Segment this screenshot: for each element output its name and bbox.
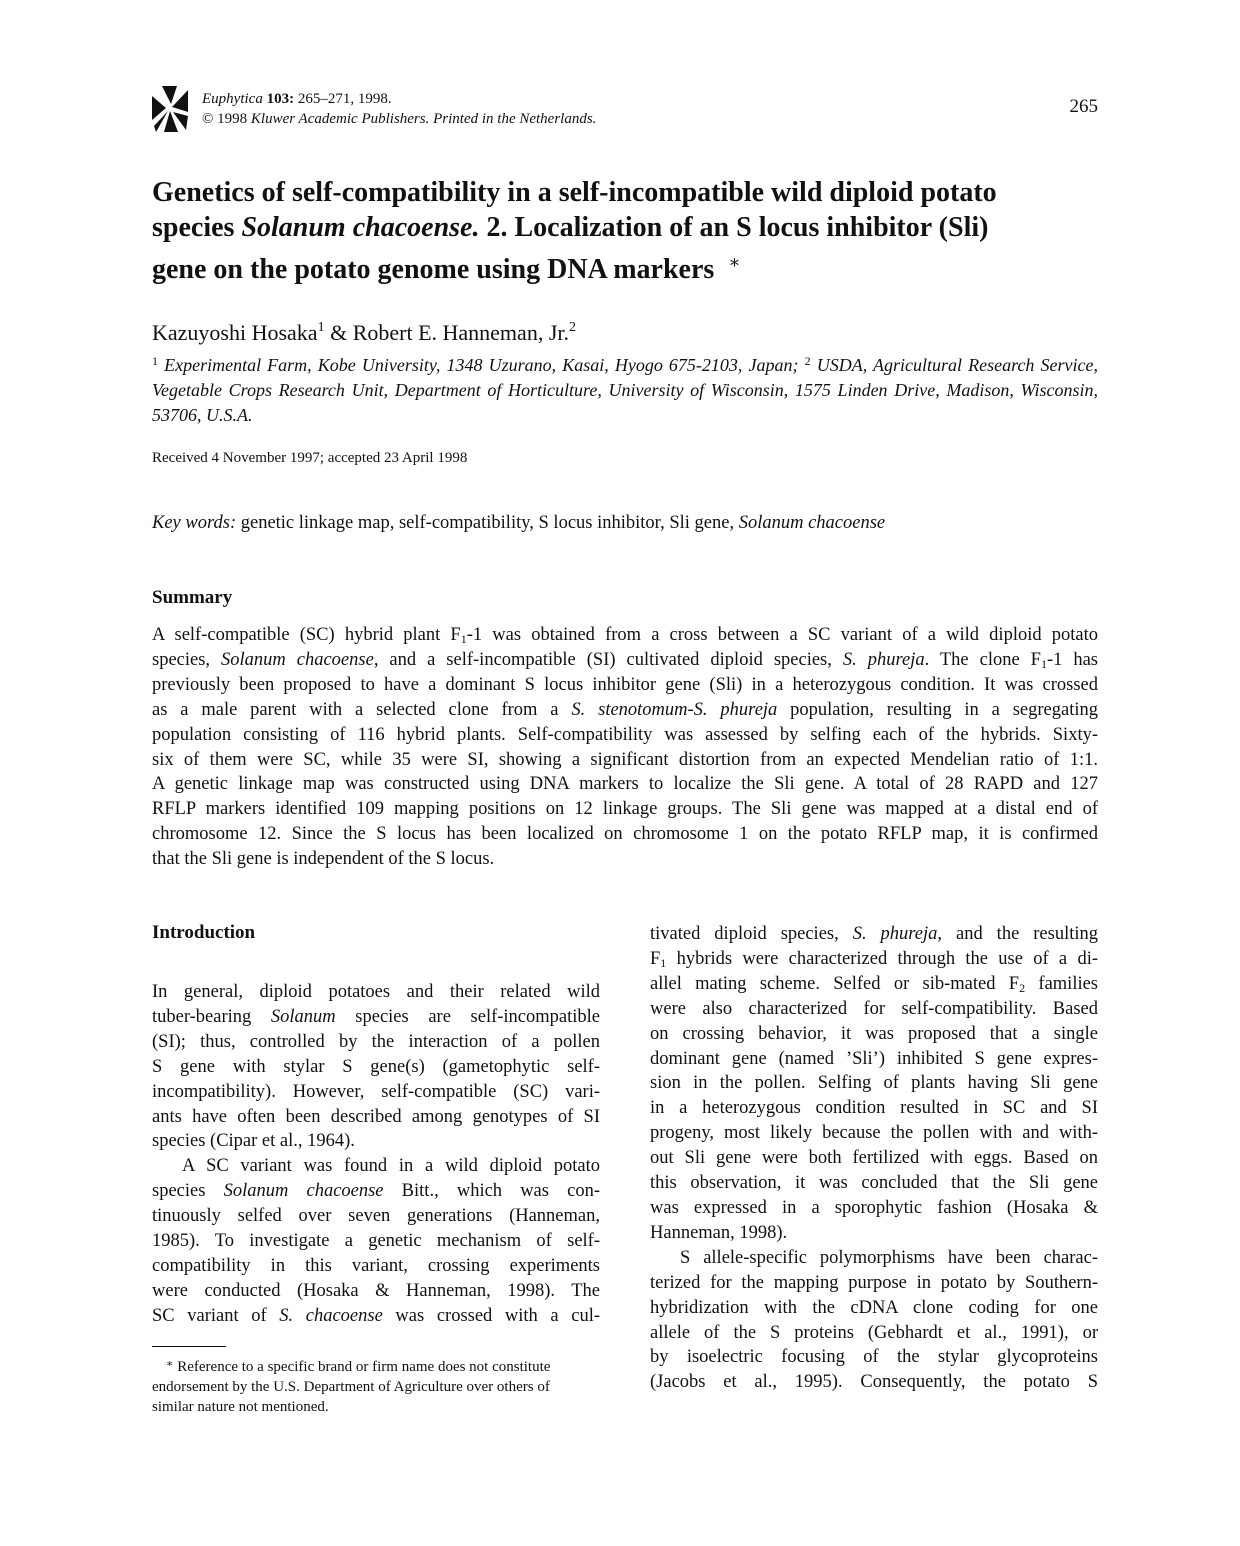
title-text: gene on the potato genome using DNA markers: [152, 254, 715, 285]
footnote-line: endorsement by the U.S. Department of Agriculture over others of: [152, 1379, 550, 1395]
publisher-name: Kluwer Academic Publishers. Printed in the Netherlands.: [250, 111, 597, 127]
footnote-mark: ∗: [166, 1358, 174, 1370]
introduction-left-column: [152, 980, 600, 1329]
summary-line: population consisting of 116 hybrid plants. Self-compatibility was assessed by selfing each of the hybrids. Sixty-: [152, 724, 1098, 745]
summary-line: that the Sli gene is independent of the S locus.: [152, 849, 495, 870]
footnote-line: ∗ Reference to a specific brand or firm name does not constitute: [166, 1358, 551, 1375]
copyright-year: © 1998: [202, 111, 251, 127]
summary-heading: Summary: [152, 587, 233, 608]
body-line: sion in the pollen. Selfing of plants having Sli gene: [650, 1073, 1098, 1094]
summary-line: six of them were SC, while 35 were SI, showing a significant distortion from an expected Mendelian ratio of 1:1.: [152, 749, 1098, 770]
body-line: hybridization with the cDNA clone coding for one: [650, 1297, 1098, 1318]
affil-text: USDA, Agricultural Research Service, Vegetable Crops Research Unit, Department of Horticulture, University of Wisconsin, 1575 Linden Drive, Madison, Wisconsin, 53706, U.S.A.: [152, 355, 1099, 425]
footnote-line: similar nature not mentioned.: [152, 1399, 329, 1415]
title-text: 2. Localization of an S locus inhibitor (Sli): [479, 212, 989, 243]
body-line: (Jacobs et al., 1995). Consequently, the potato S: [650, 1372, 1098, 1393]
page-number: 265: [1069, 96, 1098, 117]
body-line: species Solanum chacoense Bitt., which was con-: [152, 1181, 600, 1202]
body-line: tivated diploid species, S. phureja, and the resulting: [650, 924, 1098, 944]
body-line: out Sli gene were both fertilized with eggs. Based on: [650, 1148, 1098, 1169]
body-line: tuber-bearing Solanum species are self-incompatible: [152, 1006, 600, 1027]
body-line: ants have often been described among genotypes of SI: [152, 1106, 600, 1127]
body-line: Hanneman, 1998).: [650, 1222, 788, 1243]
body-line: SC variant of S. chacoense was crossed with a cul-: [152, 1305, 601, 1326]
body-line: this observation, it was concluded that the Sli gene: [650, 1173, 1098, 1194]
body-line: (SI); thus, controlled by the interaction of a pollen: [152, 1031, 600, 1052]
received-date: Received 4 November 1997; accepted 23 April 1998: [152, 450, 468, 466]
body-line: In general, diploid potatoes and their related wild: [152, 982, 600, 1002]
introduction-right-column: [650, 922, 1098, 1395]
keywords: [152, 513, 885, 534]
author-separator: &: [324, 320, 353, 345]
affiliations: [152, 349, 1098, 428]
body-line: incompatibility). However, self-compatible (SC) vari-: [152, 1081, 600, 1102]
body-line: allele of the S proteins (Gebhardt et al., 1991), or: [650, 1322, 1098, 1343]
footnote: [152, 1354, 600, 1417]
paper-title: [152, 175, 1092, 287]
title-footnote-mark: ∗: [728, 252, 741, 272]
author-affil-sup: 1: [317, 320, 325, 335]
title-line: [152, 210, 1092, 245]
body-line: tinuously selfed over seven generations (Hanneman,: [152, 1206, 600, 1227]
body-line: by isoelectric focusing of the stylar glycoproteins: [650, 1347, 1098, 1368]
summary-line: RFLP markers identified 109 mapping positions on 12 linkage groups. The Sli gene was mapped at a distal end of: [152, 799, 1098, 820]
body-line: S allele-specific polymorphisms have been charac-: [680, 1247, 1098, 1268]
keywords-label: Key words:: [152, 513, 237, 533]
title-line: [152, 245, 1092, 287]
publisher-logo-icon: [152, 86, 188, 132]
summary-line: previously been proposed to have a dominant S locus inhibitor gene (Sli) in a heterozygous condition. It was crossed: [152, 674, 1098, 695]
body-line: compatibility in this variant, crossing experiments: [152, 1255, 600, 1276]
body-line: were conducted (Hosaka & Hanneman, 1998). The: [152, 1280, 600, 1301]
author-name: Kazuyoshi Hosaka: [152, 320, 318, 345]
keywords-species: Solanum chacoense: [738, 513, 886, 533]
body-line: S gene with stylar S gene(s) (gametophytic self-: [152, 1056, 600, 1077]
introduction-heading: Introduction: [152, 922, 256, 943]
journal-info: [202, 89, 596, 129]
body-line: was expressed in a sporophytic fashion (Hosaka &: [650, 1197, 1098, 1218]
journal-volume: 103:: [266, 91, 295, 107]
journal-pages: 265–271, 1998.: [294, 91, 392, 107]
body-line: $F_1$ hybrids were characterized through the use of a di-: [650, 948, 1098, 970]
title-line: Genetics of self-compatibility in a self-incompatible wild diploid potato: [152, 177, 997, 208]
keywords-text: genetic linkage map, self-compatibility, S locus inhibitor, Sli gene,: [236, 513, 739, 533]
summary-line: chromosome 12. Since the S locus has been localized on chromosome 1 on the potato RFLP map, it is confirmed: [152, 824, 1098, 845]
copyright-line: [202, 109, 596, 129]
body-line: on crossing behavior, it was proposed that a single: [650, 1023, 1098, 1044]
title-text: species: [152, 212, 242, 243]
journal-name: Euphytica: [202, 91, 263, 107]
affil-sup: 2: [804, 354, 811, 368]
body-line: 1985). To investigate a genetic mechanism of self-: [152, 1231, 600, 1252]
author-affil-sup: 2: [569, 320, 576, 335]
authors: [152, 320, 576, 346]
body-line: allel mating scheme. Selfed or sib-mated $F_2$ families: [650, 973, 1099, 995]
body-line: in a heterozygous condition resulted in SC and SI: [650, 1098, 1098, 1119]
summary-line: as a male parent with a selected clone from a S. stenotomum-S. phureja population, resulting in a segregating: [152, 699, 1098, 720]
author-name: Robert E. Hanneman, Jr.: [352, 320, 569, 345]
body-line: progeny, most likely because the pollen with and with-: [650, 1123, 1098, 1144]
journal-citation: [202, 89, 596, 109]
body-line: species (Cipar et al., 1964).: [152, 1131, 355, 1152]
body-line: were also characterized for self-compatibility. Based: [650, 998, 1098, 1019]
summary-line: A self-compatible (SC) hybrid plant $F_1-1$ was obtained from a cross between a SC variant of a wild diploid potato: [152, 625, 1098, 646]
summary-line: species, Solanum chacoense, and a self-incompatible (SI) cultivated diploid species, S. phureja. The clone $F_1-1$ has: [152, 649, 1099, 671]
body-line: terized for the mapping purpose in potato by Southern-: [650, 1272, 1098, 1293]
affil-sup: 1: [152, 354, 158, 368]
footnote-divider: [152, 1346, 226, 1347]
affil-text: Experimental Farm, Kobe University, 1348 Uzurano, Kasai, Hyogo 675-2103, Japan;: [158, 355, 805, 375]
title-species: Solanum chacoense.: [241, 212, 480, 243]
summary-line: A genetic linkage map was constructed using DNA markers to localize the Sli gene. A total of 28 RAPD and 127: [152, 774, 1098, 795]
summary-body: [152, 623, 1098, 872]
body-line: A SC variant was found in a wild diploid potato: [182, 1156, 600, 1177]
body-line: dominant gene (named ’Sli’) inhibited S gene expres-: [650, 1048, 1098, 1069]
